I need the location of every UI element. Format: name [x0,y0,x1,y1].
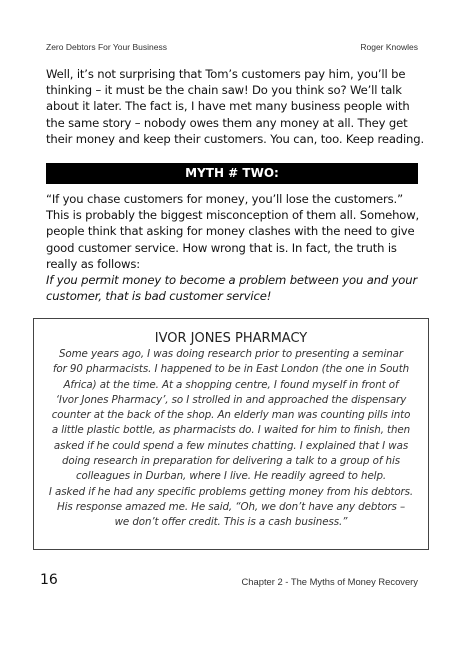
case-study-box [33,318,429,550]
case-study-line: Africa) at the time. At a shopping centre, I found myself in front of [63,378,399,391]
case-study-line: counter at the back of the shop. An elderly man was counting pills into [51,409,411,422]
case-study-line: ‘Ivor Jones Pharmacy’, so I strolled in and approached the dispensary [55,393,407,406]
case-study-line: asked if he could spend a few minutes chatting. I explained that I was [53,439,409,452]
intro-paragraph: Well, it’s not surprising that Tom’s customers pay him, you’ll be thinking – it must be the chain saw! Do you think so? We’ll talk about it later. The fact is, I have met many business people with the same story – nobody owes them any money at all. They get their money and keep their customers. You can, too. Keep reading. [46,67,424,146]
case-study-line: I asked if he had any specific problems getting money from his debtors. [48,485,414,498]
myth-section [46,191,426,304]
header-author: Roger Knowles [360,42,418,52]
myth-heading: MYTH # TWO: [46,163,418,184]
case-study-line: Some years ago, I was doing research prior to presenting a seminar [58,348,403,360]
case-study-line: His response amazed me. He said, “Oh, we don’t have any debtors – [56,500,406,513]
myth-italic-statement: If you permit money to become a problem between you and your customer, that is bad customer service! [46,273,418,304]
case-study-line: a little plastic bottle, as pharmacists do. I waited for him to finish, then [51,424,411,437]
case-study-line: we don’t offer credit. This is a cash business.” [114,516,348,529]
page-number: 16 [40,572,58,588]
myth-quote: “If you chase customers for money, you’ll lose the customers.” [46,192,403,206]
case-study-line: for 90 pharmacists. I happened to be in East London (the one in South [52,363,410,376]
case-study-line: doing research in preparation for delivering a talk to a group of his [61,455,400,468]
header-book-title: Zero Debtors For Your Business [46,42,167,52]
case-study-text [44,347,418,531]
case-study-line: colleagues in Durban, where I live. He readily agreed to help. [75,470,387,483]
chapter-footer: Chapter 2 - The Myths of Money Recovery [241,576,418,587]
myth-body: This is probably the biggest misconception of them all. Somehow, people think that asking for money clashes with the need to give good customer service. How wrong that is. In fact, the truth is really as follows: [46,208,420,271]
case-study-title: IVOR JONES PHARMACY [154,331,308,346]
running-header [46,42,418,52]
